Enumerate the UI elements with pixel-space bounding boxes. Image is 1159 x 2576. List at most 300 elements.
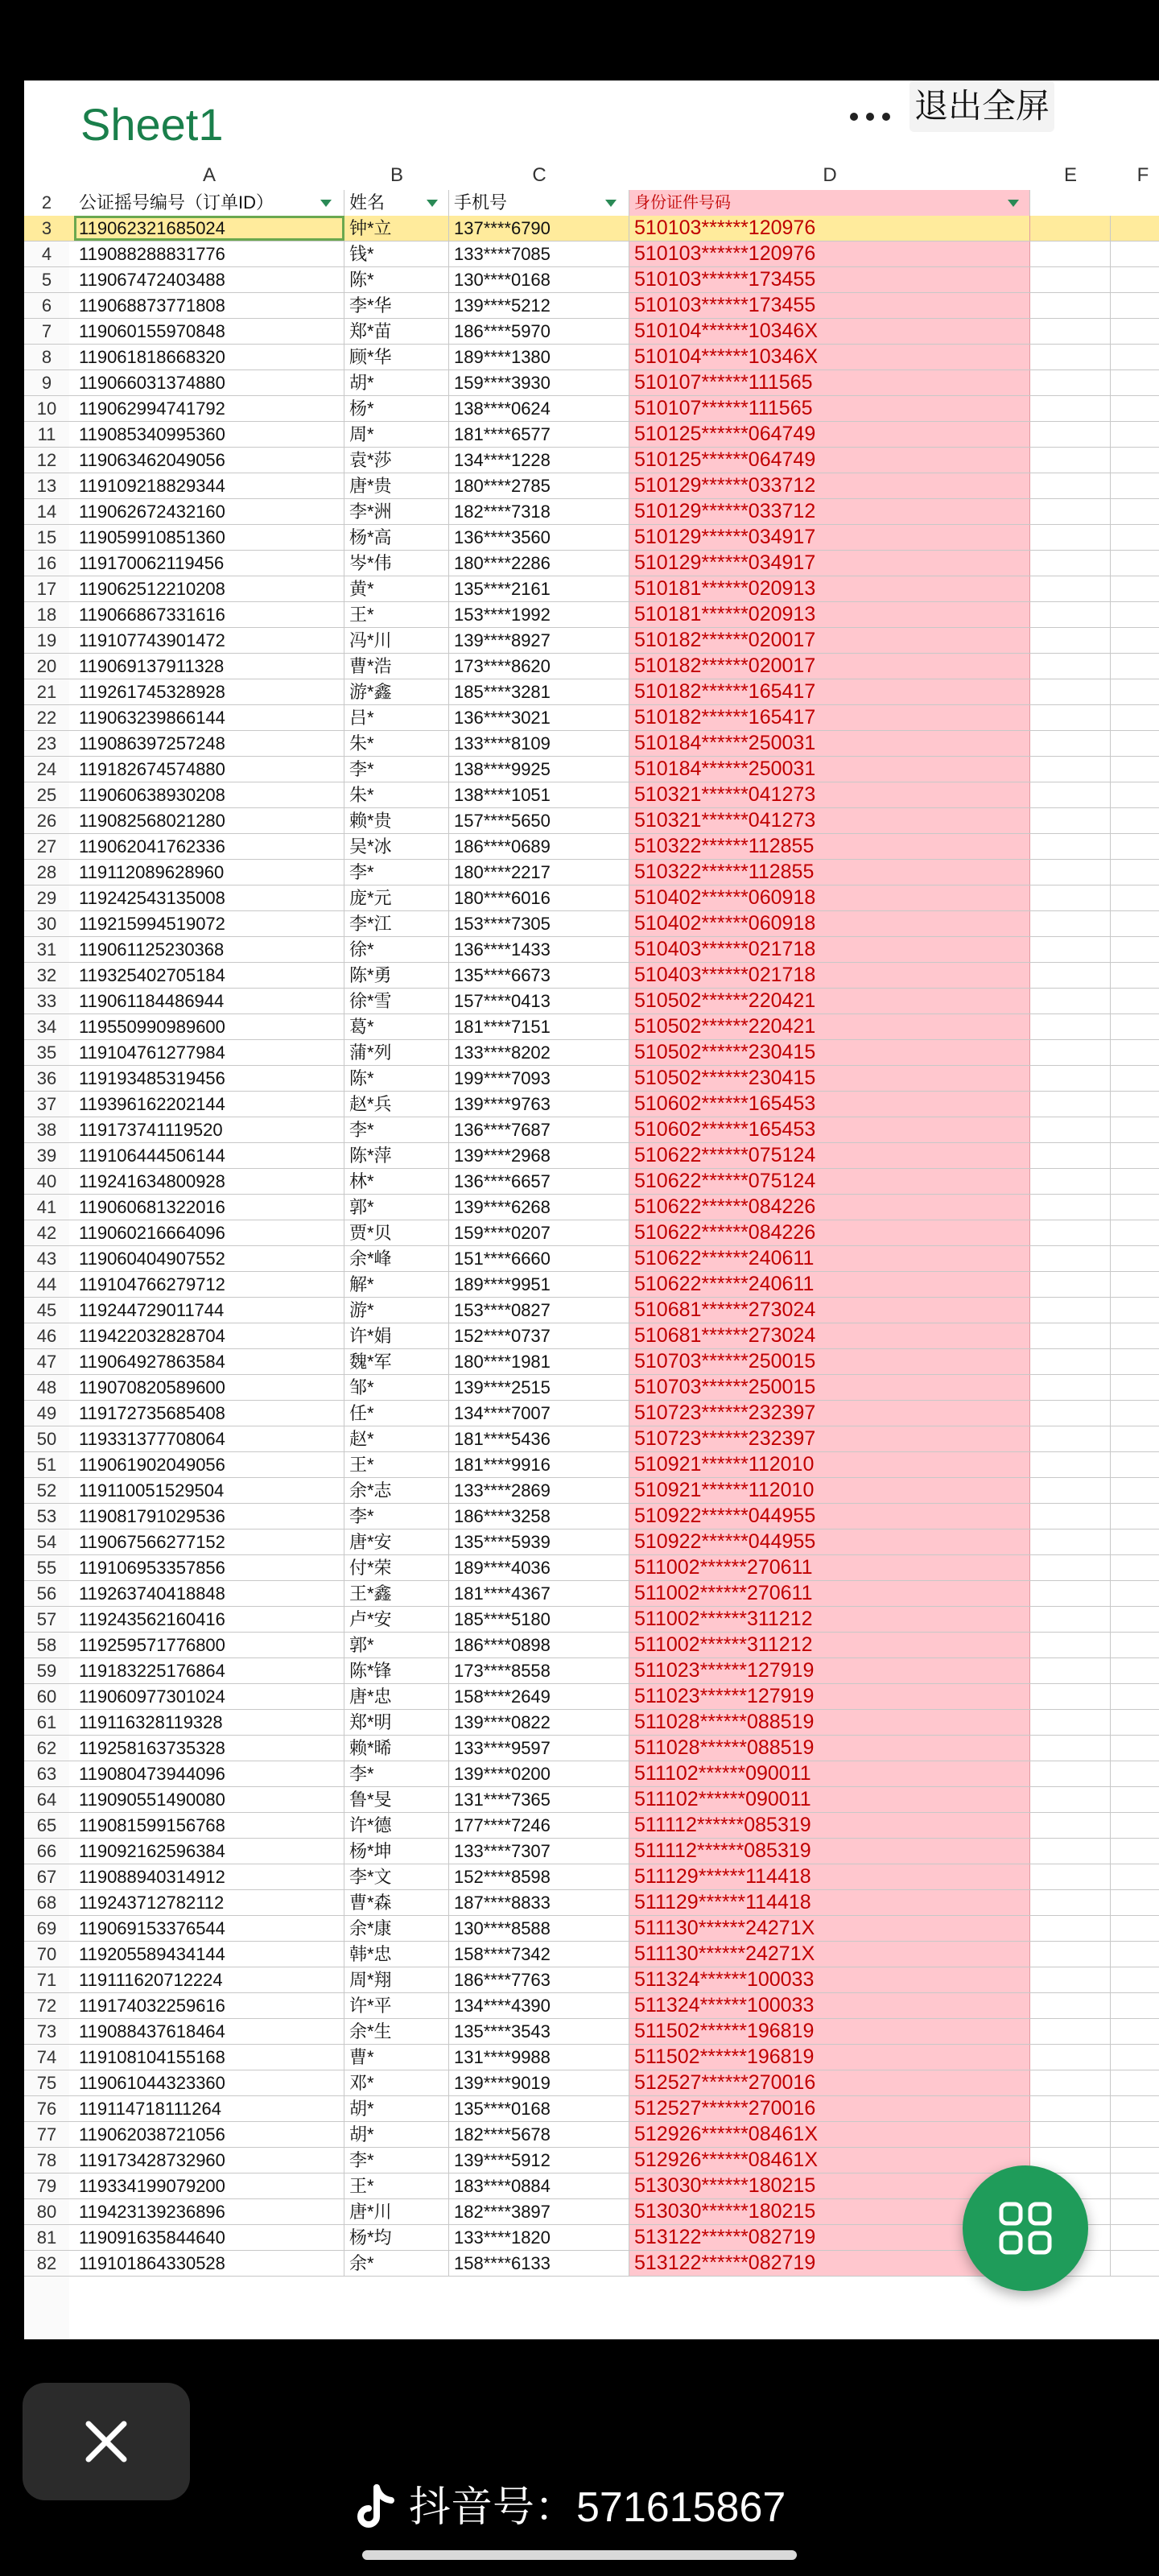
row-number[interactable]: 74 [36,2047,57,2067]
cell-empty[interactable] [1030,1272,1111,1297]
cell-name[interactable]: 付*荣 [344,1555,449,1580]
cell-name[interactable]: 王*鑫 [344,1581,449,1606]
cell-id-number[interactable]: 510681******273024 [629,1323,1030,1348]
filter-dropdown-icon[interactable] [1008,200,1019,207]
row-number[interactable]: 17 [36,579,57,599]
cell-phone[interactable]: 130****0168 [449,267,629,292]
cell-order-id[interactable]: 119182674574880 [74,757,344,782]
cell-empty[interactable] [1030,860,1111,885]
cell-empty[interactable] [1030,1246,1111,1271]
cell-empty[interactable] [1030,1555,1111,1580]
row-number[interactable]: 43 [36,1249,57,1269]
cell-name[interactable]: 杨*均 [344,2225,449,2250]
row-number[interactable]: 4 [41,244,52,264]
cell-name[interactable]: 唐*忠 [344,1684,449,1709]
cell-order-id[interactable]: 119263740418848 [74,1581,344,1606]
cell-name[interactable]: 胡* [344,370,449,395]
cell-empty[interactable] [1030,1195,1111,1220]
row-number[interactable]: 24 [36,759,57,779]
cell-id-number[interactable]: 511130******24271X [629,1942,1030,1967]
row-number[interactable]: 30 [36,914,57,934]
cell-order-id[interactable]: 119059910851360 [74,525,344,550]
row-number[interactable]: 53 [36,1506,57,1526]
cell-order-id[interactable]: 119334199079200 [74,2174,344,2198]
cell-phone[interactable]: 135****0168 [449,2096,629,2121]
cell-order-id[interactable]: 119172735685408 [74,1401,344,1426]
cell-empty[interactable] [1030,628,1111,653]
cell-order-id[interactable]: 119085340995360 [74,422,344,447]
cell-order-id[interactable]: 119174032259616 [74,1993,344,2018]
cell-order-id[interactable]: 119067472403488 [74,267,344,292]
cell-id-number[interactable]: 510107******111565 [629,396,1030,421]
cell-empty[interactable] [1030,267,1111,292]
cell-id-number[interactable]: 510622******075124 [629,1143,1030,1168]
row-number[interactable]: 54 [36,1532,57,1552]
cell-empty[interactable] [1030,1633,1111,1657]
cell-order-id[interactable]: 119422032828704 [74,1323,344,1348]
row-number[interactable]: 33 [36,991,57,1011]
cell-id-number[interactable]: 511324******100033 [629,1967,1030,1992]
cell-order-id[interactable]: 119107743901472 [74,628,344,653]
cell-order-id[interactable]: 119104766279712 [74,1272,344,1297]
cell-id-number[interactable]: 510502******230415 [629,1040,1030,1065]
cell-order-id[interactable]: 119108104155168 [74,2045,344,2070]
cell-phone[interactable]: 177****7246 [449,1813,629,1838]
cell-empty[interactable] [1030,705,1111,730]
cell-empty[interactable] [1030,1530,1111,1554]
cell-name[interactable]: 赵* [344,1426,449,1451]
row-number[interactable]: 14 [36,502,57,522]
cell-name[interactable]: 郭* [344,1195,449,1220]
cell-order-id[interactable]: 119173741119520 [74,1117,344,1142]
cell-order-id[interactable]: 119069137911328 [74,654,344,679]
cell-name[interactable]: 韩*忠 [344,1942,449,1967]
row-number[interactable]: 68 [36,1893,57,1913]
cell-id-number[interactable]: 510403******021718 [629,963,1030,988]
row-number[interactable]: 45 [36,1300,57,1320]
cell-name[interactable]: 鲁*旻 [344,1787,449,1812]
row-number[interactable]: 9 [41,373,52,393]
cell-name[interactable]: 蒲*列 [344,1040,449,1065]
row-number[interactable]: 15 [36,527,57,547]
row-number[interactable]: 11 [37,424,56,444]
cell-id-number[interactable]: 510103******173455 [629,293,1030,318]
cell-empty[interactable] [1030,602,1111,627]
cell-id-number[interactable]: 511023******127919 [629,1684,1030,1709]
cell-order-id[interactable]: 119242543135008 [74,886,344,910]
cell-empty[interactable] [1030,679,1111,704]
cell-empty[interactable] [1030,1014,1111,1039]
cell-phone[interactable]: 180****6016 [449,886,629,910]
cell-empty[interactable] [1030,216,1111,241]
header-cell-id-number[interactable]: 身份证件号码 [629,190,1030,216]
column-header-a[interactable]: A [202,164,216,186]
cell-phone[interactable]: 189****1380 [449,345,629,369]
cell-name[interactable]: 赵*兵 [344,1092,449,1117]
row-number[interactable]: 51 [36,1455,57,1475]
row-number[interactable]: 67 [36,1867,57,1887]
cell-phone[interactable]: 181****6577 [449,422,629,447]
row-number[interactable]: 64 [36,1790,57,1810]
cell-order-id[interactable]: 119062994741792 [74,396,344,421]
cell-phone[interactable]: 183****0884 [449,2174,629,2198]
cell-empty[interactable] [1030,396,1111,421]
row-number[interactable]: 22 [36,708,57,728]
cell-order-id[interactable]: 119080473944096 [74,1761,344,1786]
cell-empty[interactable] [1030,1117,1111,1142]
row-number[interactable]: 37 [36,1094,57,1114]
cell-name[interactable]: 余*康 [344,1916,449,1941]
cell-name[interactable]: 王* [344,2174,449,2198]
cell-phone[interactable]: 173****8558 [449,1658,629,1683]
select-all-corner[interactable] [24,159,69,190]
cell-phone[interactable]: 139****0200 [449,1761,629,1786]
cell-empty[interactable] [1030,293,1111,318]
cell-name[interactable]: 贾*贝 [344,1220,449,1245]
cell-phone[interactable]: 152****8598 [449,1864,629,1889]
cell-order-id[interactable]: 119086397257248 [74,731,344,756]
home-indicator[interactable] [362,2550,797,2560]
cell-id-number[interactable]: 510104******10346X [629,345,1030,369]
cell-phone[interactable]: 199****7093 [449,1066,629,1091]
row-number[interactable]: 16 [36,553,57,573]
row-number[interactable]: 18 [36,605,57,625]
cell-empty[interactable] [1030,1942,1111,1967]
cell-id-number[interactable]: 510502******220421 [629,989,1030,1013]
cell-name[interactable]: 曹* [344,2045,449,2070]
cell-order-id[interactable]: 119205589434144 [74,1942,344,1967]
cell-name[interactable]: 唐*安 [344,1530,449,1554]
column-header-c[interactable]: C [532,164,547,186]
cell-order-id[interactable]: 119061818668320 [74,345,344,369]
cell-order-id[interactable]: 119062041762336 [74,834,344,859]
cell-phone[interactable]: 138****1051 [449,782,629,807]
cell-empty[interactable] [1030,1066,1111,1091]
cell-order-id[interactable]: 119066867331616 [74,602,344,627]
cell-empty[interactable] [1030,1426,1111,1451]
cell-empty[interactable] [1030,370,1111,395]
cell-order-id[interactable]: 119061044323360 [74,2070,344,2095]
cell-phone[interactable]: 139****6268 [449,1195,629,1220]
row-number[interactable]: 50 [36,1429,57,1449]
cell-name[interactable]: 郑*明 [344,1710,449,1735]
cell-empty[interactable] [1030,551,1111,576]
cell-phone[interactable]: 139****8927 [449,628,629,653]
filter-dropdown-icon[interactable] [320,200,332,207]
cell-name[interactable]: 许*德 [344,1813,449,1838]
cell-name[interactable]: 冯*川 [344,628,449,653]
cell-name[interactable]: 庞*元 [344,886,449,910]
header-cell-phone[interactable]: 手机号 [449,190,629,216]
cell-name[interactable]: 林* [344,1169,449,1194]
cell-order-id[interactable]: 119259571776800 [74,1633,344,1657]
cell-phone[interactable]: 151****6660 [449,1246,629,1271]
cell-id-number[interactable]: 510922******044955 [629,1504,1030,1529]
row-number[interactable]: 19 [36,630,57,650]
cell-id-number[interactable]: 510681******273024 [629,1298,1030,1323]
cell-phone[interactable]: 180****2217 [449,860,629,885]
filter-dropdown-icon[interactable] [427,200,438,207]
cell-id-number[interactable]: 510622******240611 [629,1246,1030,1271]
row-number[interactable]: 41 [36,1197,57,1217]
cell-empty[interactable] [1030,1993,1111,2018]
cell-id-number[interactable]: 510703******250015 [629,1375,1030,1400]
row-number[interactable]: 57 [36,1609,57,1629]
cell-empty[interactable] [1030,1736,1111,1761]
cell-phone[interactable]: 133****2869 [449,1478,629,1503]
cell-phone[interactable]: 157****0413 [449,989,629,1013]
cell-empty[interactable] [1030,989,1111,1013]
cell-name[interactable]: 周*翔 [344,1967,449,1992]
cell-id-number[interactable]: 510184******250031 [629,757,1030,782]
row-number[interactable]: 13 [36,476,57,496]
cell-phone[interactable]: 135****2161 [449,576,629,601]
cell-name[interactable]: 黄* [344,576,449,601]
column-header-d[interactable]: D [823,164,837,186]
row-number[interactable]: 36 [36,1068,57,1088]
cell-phone[interactable]: 189****4036 [449,1555,629,1580]
row-number[interactable]: 38 [36,1120,57,1140]
cell-empty[interactable] [1030,473,1111,498]
cell-empty[interactable] [1030,757,1111,782]
cell-name[interactable]: 杨*高 [344,525,449,550]
cell-order-id[interactable]: 119325402705184 [74,963,344,988]
cell-empty[interactable] [1030,1607,1111,1632]
cell-phone[interactable]: 131****9988 [449,2045,629,2070]
cell-phone[interactable]: 139****9763 [449,1092,629,1117]
row-number[interactable]: 60 [36,1686,57,1707]
row-number[interactable]: 79 [36,2176,57,2196]
cell-id-number[interactable]: 511112******085319 [629,1813,1030,1838]
cell-order-id[interactable]: 119070820589600 [74,1375,344,1400]
cell-order-id[interactable]: 119101864330528 [74,2251,344,2276]
cell-id-number[interactable]: 510184******250031 [629,731,1030,756]
cell-order-id[interactable]: 119063239866144 [74,705,344,730]
row-number[interactable]: 5 [41,270,52,290]
cell-order-id[interactable]: 119069153376544 [74,1916,344,1941]
cell-order-id[interactable]: 119243712782112 [74,1890,344,1915]
cell-id-number[interactable]: 510403******021718 [629,937,1030,962]
cell-name[interactable]: 李* [344,757,449,782]
cell-empty[interactable] [1030,1890,1111,1915]
row-number[interactable]: 78 [36,2150,57,2170]
row-number[interactable]: 31 [36,939,57,960]
cell-phone[interactable]: 138****9925 [449,757,629,782]
row-number[interactable]: 12 [36,450,57,470]
cell-phone[interactable]: 186****0898 [449,1633,629,1657]
cell-id-number[interactable]: 510502******230415 [629,1066,1030,1091]
cell-phone[interactable]: 157****5650 [449,808,629,833]
cell-phone[interactable]: 137****6790 [449,216,629,241]
column-header-b[interactable]: B [390,164,403,186]
row-number[interactable]: 40 [36,1171,57,1191]
cell-empty[interactable] [1030,1220,1111,1245]
cell-id-number[interactable]: 510502******220421 [629,1014,1030,1039]
cell-empty[interactable] [1030,422,1111,447]
cell-phone[interactable]: 133****9597 [449,1736,629,1761]
cell-phone[interactable]: 133****7307 [449,1839,629,1864]
row-number[interactable]: 27 [36,836,57,857]
cell-id-number[interactable]: 511129******114418 [629,1864,1030,1889]
cell-order-id[interactable]: 119092162596384 [74,1839,344,1864]
cell-order-id[interactable]: 119062038721056 [74,2122,344,2147]
row-number[interactable]: 52 [36,1480,57,1501]
row-number[interactable]: 49 [36,1403,57,1423]
row-number[interactable]: 81 [36,2227,57,2248]
cell-order-id[interactable]: 119550990989600 [74,1014,344,1039]
cell-id-number[interactable]: 510321******041273 [629,782,1030,807]
cell-order-id[interactable]: 119193485319456 [74,1066,344,1091]
cell-empty[interactable] [1030,525,1111,550]
cell-order-id[interactable]: 119116328119328 [74,1710,344,1735]
cell-phone[interactable]: 134****4390 [449,1993,629,2018]
cell-empty[interactable] [1030,499,1111,524]
cell-phone[interactable]: 185****3281 [449,679,629,704]
cell-order-id[interactable]: 119081599156768 [74,1813,344,1838]
cell-order-id[interactable]: 119110051529504 [74,1478,344,1503]
cell-order-id[interactable]: 119423139236896 [74,2199,344,2224]
cell-order-id[interactable]: 119066031374880 [74,370,344,395]
cell-order-id[interactable]: 119109218829344 [74,473,344,498]
column-header-f[interactable]: F [1136,164,1149,186]
cell-name[interactable]: 陈* [344,1066,449,1091]
cell-phone[interactable]: 180****2785 [449,473,629,498]
cell-phone[interactable]: 136****3560 [449,525,629,550]
cell-id-number[interactable]: 511002******311212 [629,1607,1030,1632]
cell-order-id[interactable]: 119062512210208 [74,576,344,601]
cell-id-number[interactable]: 511028******088519 [629,1710,1030,1735]
cell-empty[interactable] [1030,937,1111,962]
cell-id-number[interactable]: 510622******240611 [629,1272,1030,1297]
cell-order-id[interactable]: 119061902049056 [74,1452,344,1477]
row-number[interactable]: 42 [36,1223,57,1243]
cell-id-number[interactable]: 511502******196819 [629,2019,1030,2044]
cell-phone[interactable]: 139****5912 [449,2148,629,2173]
cell-id-number[interactable]: 510622******075124 [629,1169,1030,1194]
cell-name[interactable]: 吴*冰 [344,834,449,859]
cell-order-id[interactable]: 119060977301024 [74,1684,344,1709]
cell-name[interactable]: 魏*军 [344,1349,449,1374]
cell-empty[interactable] [1030,1401,1111,1426]
cell-phone[interactable]: 159****0207 [449,1220,629,1245]
cell-phone[interactable]: 130****8588 [449,1916,629,1941]
cell-name[interactable]: 李* [344,1117,449,1142]
header-cell-name[interactable]: 姓名 [344,190,449,216]
cell-phone[interactable]: 181****4367 [449,1581,629,1606]
cell-phone[interactable]: 133****7085 [449,242,629,266]
row-number[interactable]: 7 [41,321,52,341]
cell-phone[interactable]: 181****9916 [449,1452,629,1477]
cell-id-number[interactable]: 511023******127919 [629,1658,1030,1683]
cell-order-id[interactable]: 119106953357856 [74,1555,344,1580]
cell-id-number[interactable]: 510322******112855 [629,860,1030,885]
cell-order-id[interactable]: 119114718111264 [74,2096,344,2121]
cell-empty[interactable] [1030,1092,1111,1117]
cell-order-id[interactable]: 119215994519072 [74,911,344,936]
cell-name[interactable]: 余*峰 [344,1246,449,1271]
cell-phone[interactable]: 180****1981 [449,1349,629,1374]
cell-id-number[interactable]: 510103******120976 [629,242,1030,266]
cell-id-number[interactable]: 511102******090011 [629,1787,1030,1812]
floating-action-button[interactable] [963,2165,1088,2291]
cell-phone[interactable]: 159****3930 [449,370,629,395]
cell-name[interactable]: 唐*川 [344,2199,449,2224]
cell-phone[interactable]: 136****3021 [449,705,629,730]
cell-phone[interactable]: 138****0624 [449,396,629,421]
cell-empty[interactable] [1030,1298,1111,1323]
cell-id-number[interactable]: 510103******173455 [629,267,1030,292]
cell-phone[interactable]: 180****2286 [449,551,629,576]
cell-empty[interactable] [1030,1349,1111,1374]
cell-empty[interactable] [1030,2096,1111,2121]
cell-phone[interactable]: 158****6133 [449,2251,629,2276]
cell-phone[interactable]: 158****7342 [449,1942,629,1967]
cell-id-number[interactable]: 510129******033712 [629,473,1030,498]
cell-empty[interactable] [1030,1581,1111,1606]
row-number[interactable]: 21 [36,682,57,702]
cell-name[interactable]: 卢*安 [344,1607,449,1632]
row-number[interactable]: 71 [36,1970,57,1990]
cell-empty[interactable] [1030,242,1111,266]
cell-order-id[interactable]: 119104761277984 [74,1040,344,1065]
cell-order-id[interactable]: 119060216664096 [74,1220,344,1245]
cell-empty[interactable] [1030,963,1111,988]
cell-phone[interactable]: 139****2515 [449,1375,629,1400]
cell-name[interactable]: 钱* [344,242,449,266]
row-number[interactable]: 47 [36,1352,57,1372]
cell-id-number[interactable]: 513122******082719 [629,2225,1030,2250]
cell-phone[interactable]: 136****6657 [449,1169,629,1194]
cell-phone[interactable]: 139****0822 [449,1710,629,1735]
cell-name[interactable]: 陈*勇 [344,963,449,988]
cell-name[interactable]: 李* [344,1761,449,1786]
cell-id-number[interactable]: 510622******084226 [629,1195,1030,1220]
row-number[interactable]: 66 [36,1841,57,1861]
row-number[interactable]: 34 [36,1017,57,1037]
row-number[interactable]: 63 [36,1764,57,1784]
cell-order-id[interactable]: 119088288831776 [74,242,344,266]
cell-phone[interactable]: 186****5970 [449,319,629,344]
cell-phone[interactable]: 153****1992 [449,602,629,627]
row-number[interactable]: 44 [36,1274,57,1294]
cell-name[interactable]: 徐* [344,937,449,962]
cell-name[interactable]: 吕* [344,705,449,730]
cell-phone[interactable]: 186****0689 [449,834,629,859]
column-header-e[interactable]: E [1063,164,1077,186]
cell-empty[interactable] [1030,1684,1111,1709]
row-number[interactable]: 39 [36,1146,57,1166]
row-number[interactable]: 32 [36,965,57,985]
cell-name[interactable]: 许*平 [344,1993,449,2018]
cell-phone[interactable]: 136****1433 [449,937,629,962]
cell-order-id[interactable]: 119060681322016 [74,1195,344,1220]
cell-name[interactable]: 胡* [344,2122,449,2147]
row-number[interactable]: 70 [36,1944,57,1964]
cell-name[interactable]: 胡* [344,2096,449,2121]
row-number[interactable]: 55 [36,1558,57,1578]
cell-phone[interactable]: 136****7687 [449,1117,629,1142]
cell-order-id[interactable]: 119106444506144 [74,1143,344,1168]
cell-order-id[interactable]: 119060404907552 [74,1246,344,1271]
cell-id-number[interactable]: 512527******270016 [629,2070,1030,2095]
cell-order-id[interactable]: 119090551490080 [74,1787,344,1812]
cell-name[interactable]: 陈*锋 [344,1658,449,1683]
cell-id-number[interactable]: 510703******250015 [629,1349,1030,1374]
cell-empty[interactable] [1030,911,1111,936]
cell-name[interactable]: 解* [344,1272,449,1297]
cell-empty[interactable] [1030,1787,1111,1812]
cell-phone[interactable]: 186****7763 [449,1967,629,1992]
